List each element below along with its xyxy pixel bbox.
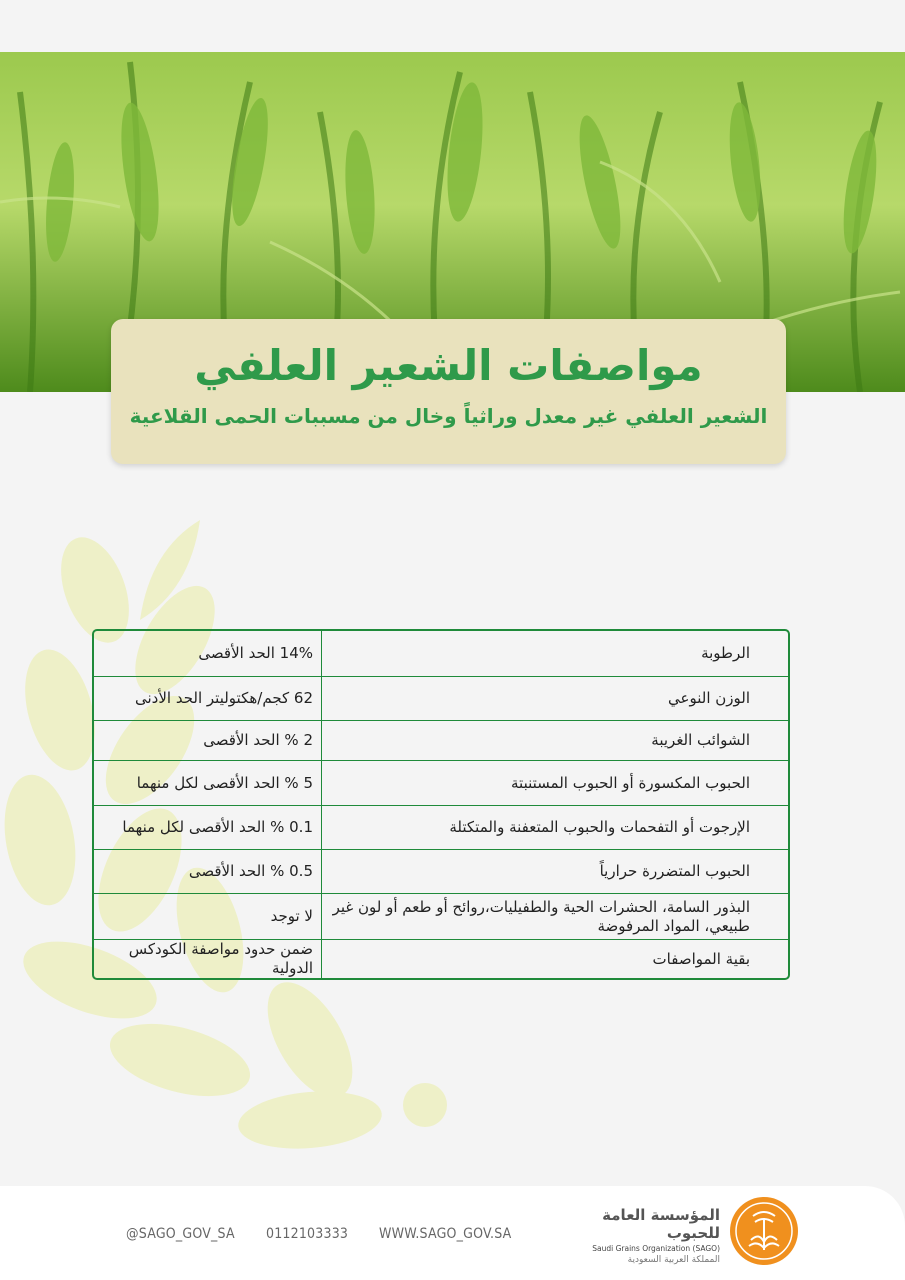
table-row: [94, 631, 788, 677]
website-link[interactable]: WWW.SAGO_GOV.SA: [379, 1226, 512, 1242]
spec-value: 0.5 % الحد الأقصى: [94, 850, 321, 894]
phone-number-link[interactable]: 0112103333: [266, 1226, 349, 1242]
table-row: [94, 894, 788, 940]
page-subtitle: الشعير العلفي غير معدل وراثياً وخال من مسببات الحمى القلاعية: [129, 404, 768, 428]
spec-value: ضمن حدود مواصفة الكودكس الدولية: [128, 940, 313, 977]
spec-name: الوزن النوعي: [321, 677, 788, 721]
spec-value: 0.1 % الحد الأقصى لكل منهما: [94, 806, 321, 850]
spec-name: بقية المواصفات: [321, 940, 788, 978]
org-name-english: Saudi Grains Organization (SAGO): [592, 1244, 720, 1253]
spec-name: الحبوب المكسورة أو الحبوب المستنبتة: [321, 761, 788, 806]
specifications-table: [92, 629, 790, 980]
spec-name: الحبوب المتضررة حرارياً: [321, 850, 788, 894]
spec-value: 5 % الحد الأقصى لكل منهما: [94, 761, 321, 806]
spec-value: 14% الحد الأقصى: [94, 631, 321, 677]
spec-value: 62 كجم/هكتوليتر الحد الأدنى: [94, 677, 321, 721]
title-card: [111, 319, 786, 464]
table-row: [94, 940, 788, 978]
spec-name: الرطوبة: [321, 631, 788, 677]
twitter-handle-link[interactable]: @SAGO_GOV_SA: [126, 1226, 235, 1242]
org-logo-text: [585, 1206, 720, 1265]
table-row: [94, 721, 788, 761]
spec-value: لا توجد: [94, 894, 321, 940]
spec-name: الإرجوت أو التفحمات والحبوب المتعفنة والمتكتلة: [321, 806, 788, 850]
page-title: مواصفات الشعير العلفي: [194, 341, 703, 390]
spec-name: الشوائب الغريبة: [321, 721, 788, 761]
table-row: [94, 806, 788, 850]
footer: [0, 1186, 905, 1280]
country-name: المملكة العربية السعودية: [627, 1255, 720, 1265]
table-row: [94, 677, 788, 721]
table-row: [94, 761, 788, 806]
org-name-arabic: المؤسسة العامة للحبوب: [602, 1206, 720, 1242]
table-row: [94, 850, 788, 894]
spec-value: 2 % الحد الأقصى: [94, 721, 321, 761]
spec-name: البذور السامة، الحشرات الحية والطفيليات،روائح أو طعم أو لون غير طبيعي، المواد المرفوضة: [321, 894, 788, 940]
sago-emblem-icon: [729, 1196, 799, 1266]
